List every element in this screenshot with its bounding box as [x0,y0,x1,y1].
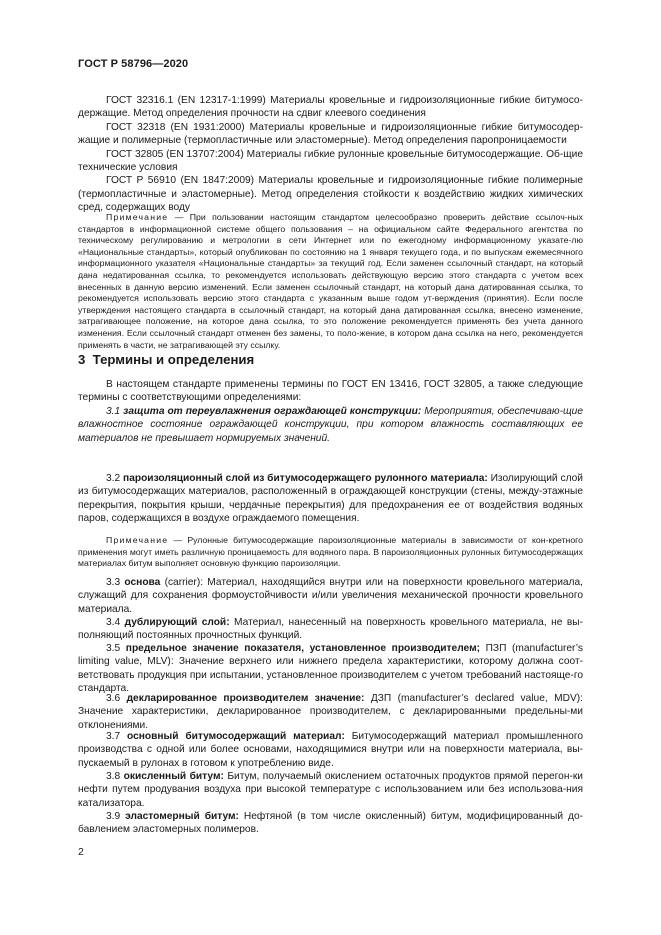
term-name: эластомерный битум: [125,811,239,822]
term-number: 3.7 [106,731,121,742]
term-definition: Изолирующий слой из битумосодержащих материалов, расположенный в ограждающей конструкции (стены, между-этажные перекрытия, покрытия крыши, чердачные перекрытия) для предохранения ее от воздействия водяных паров, содержащихся в воздухе ограждаемого помещения. [78,473,583,525]
term-3-7 [78,730,583,770]
term-number: 3.3 [106,577,121,588]
document-header: ГОСТ Р 58796—2020 [78,58,189,70]
reference-item: ГОСТ 32318 (EN 1931:2000) Материалы кровельные и гидроизоляционные гибкие битумосодер-жащие и полимерные (термопластичные или эластомерные). Метод определения паропроницаемости [78,121,583,147]
term-definition: Битумосодержащий материал промышленного производства с одной или более основами, находящимися внутри или на поверхности материала, вы-пускаемый в рулонах в готовом к употреблению виде. [78,731,583,769]
reference-item: ГОСТ 32805 (EN 13707:2004) Материалы гибкие рулонные кровельные битумосодержащие. Об-щие технические условия [78,148,583,174]
note-label: Примечание [106,212,169,222]
term-definition: (carrier): Материал, находящийся внутри или на поверхности кровельного материала, служащий для сохранения формоустойчивости и/или увеличения механической прочности кровельного материала. [78,577,583,615]
reference-item: ГОСТ Р 56910 (EN 1847:2009) Материалы кровельные и гидроизоляционные гибкие полимерные (термопластичные и эластомерные). Метод определения стойкости к воздействию жидких химических сред, содержащих воду [78,175,583,214]
term-number: 3.9 [106,811,121,822]
note-label: Примечание [106,535,169,545]
term-number: 3.1 [106,406,121,417]
term-number: 3.6 [106,693,121,704]
term-definition: Битум, получаемый окислением остаточных продуктов прямой перегон-ки нефти путем продувания воздуха при высокой температуре с использованием или без использова-ния катализатора. [78,771,583,809]
term-name: защита от переувлажнения ограждающей конструкции: [123,406,422,417]
normative-references [78,94,583,215]
term-3-4 [78,616,583,643]
terms-intro [78,378,583,405]
term-3-8 [78,770,583,810]
section-number: 3 [78,352,86,367]
term-definition: Нефтяной (в том числе окисленный) битум, модифицированный до-бавлением эластомерных полимеров. [78,811,583,836]
note-text: — Рулонные битумосодержащие пароизоляционные материалы в зависимости от кон-кретного применения могут иметь различную проницаемость для водяного пара. В пароизоляционных рулонных битумосодержащих материалах битум выполняет основную функцию пароизоляции. [78,535,583,569]
term-3-9 [78,810,583,837]
term-number: 3.8 [106,771,121,782]
term-name: дублирующий слой: [124,617,230,628]
section-heading [78,351,583,369]
term-name: пароизоляционный слой из битумосодержащего рулонного материала: [123,473,488,484]
intro-paragraph: В настоящем стандарте применены термины по ГОСТ EN 13416, ГОСТ 32805, а также следующие термины с соответствующими определениями: [78,379,583,404]
note-text: — При пользовании настоящим стандартом целесообразно проверить действие ссылоч-ных стандартов в информационной системе общего пользования – на официальном сайте Федерального агентства по техническому регулированию и метрологии в сети Интернет или по ежегодному информационному указате-лю «Национальные стандарты», который опубликован по состоянию на 1 января текущего года, и по выпускам ежемесячного информационного указателя «Национальные стандарты» за текущий год. Если заменен ссылочный стандарт, на который дана недатированная ссылка, то рекомендуется использовать действующую версию этого стандарта с учетом всех внесенных в данную версию изменений. Если заменен ссылочный стандарт, на который дана датированная ссылка, то рекомендуется использовать версию этого стандарта с указанным выше годом ут-верждения (принятия). Если после утверждения настоящего стандарта в ссылочный стандарт, на который дана датированная ссылка, внесено изменение, затрагивающее положение, на которое дана ссылка, то это положение рекомендуется применять без учета данного изменения. Если ссылочный стандарт отменен без замены, то поло-жение, в котором дана ссылка на него, рекомендуется применять в части, не затрагивающей эту ссылку. [78,212,583,350]
term-3-5 [78,642,583,696]
term-definition: ПЗП (manufacturer’s limiting value, MLV): Значение верхнего или нижнего предела характеристики, которому должна соот-ветствовать продукция при испытании, установленное производителем с учетом требований настояще-го стандарта. [78,643,583,695]
note-vapour [78,535,583,570]
term-name: окисленный битум: [123,771,224,782]
term-definition: Материал, нанесенный на поверхность кровельного материала, не вы-полняющий постоянных прочностных функций. [78,617,583,642]
term-name: основа [124,577,161,588]
page-number: 2 [78,846,84,858]
term-number: 3.5 [106,643,121,654]
term-name: предельное значение показателя, установленное производителем; [125,643,480,654]
term-3-6 [78,692,583,732]
section-title: Термины и определения [92,352,255,367]
note-references [78,212,583,351]
term-definition: ДЗП (manufacturer’s declared value, MDV): Значение характеристики, декларированное производителем, с декларированными предельны-ми отклонениями. [78,693,583,731]
term-3-3 [78,576,583,616]
reference-item: ГОСТ 32316.1 (EN 12317-1:1999) Материалы кровельные и гидроизоляционные гибкие битумосо-держащие. Метод определения прочности на сдвиг клеевого соединения [78,95,583,120]
term-definition: Мероприятия, обеспечиваю-щие влажностное состояние ограждающей конструкции, при котором влажность составляющих ее материалов не превышает нормируемых значений. [78,406,583,444]
term-number: 3.4 [106,617,121,628]
term-name: декларированное производителем значение: [126,693,365,704]
term-3-1 [78,405,583,445]
term-3-2 [78,472,583,526]
term-number: 3.2 [106,473,121,484]
term-name: основный битумосодержащий материал: [127,731,345,742]
